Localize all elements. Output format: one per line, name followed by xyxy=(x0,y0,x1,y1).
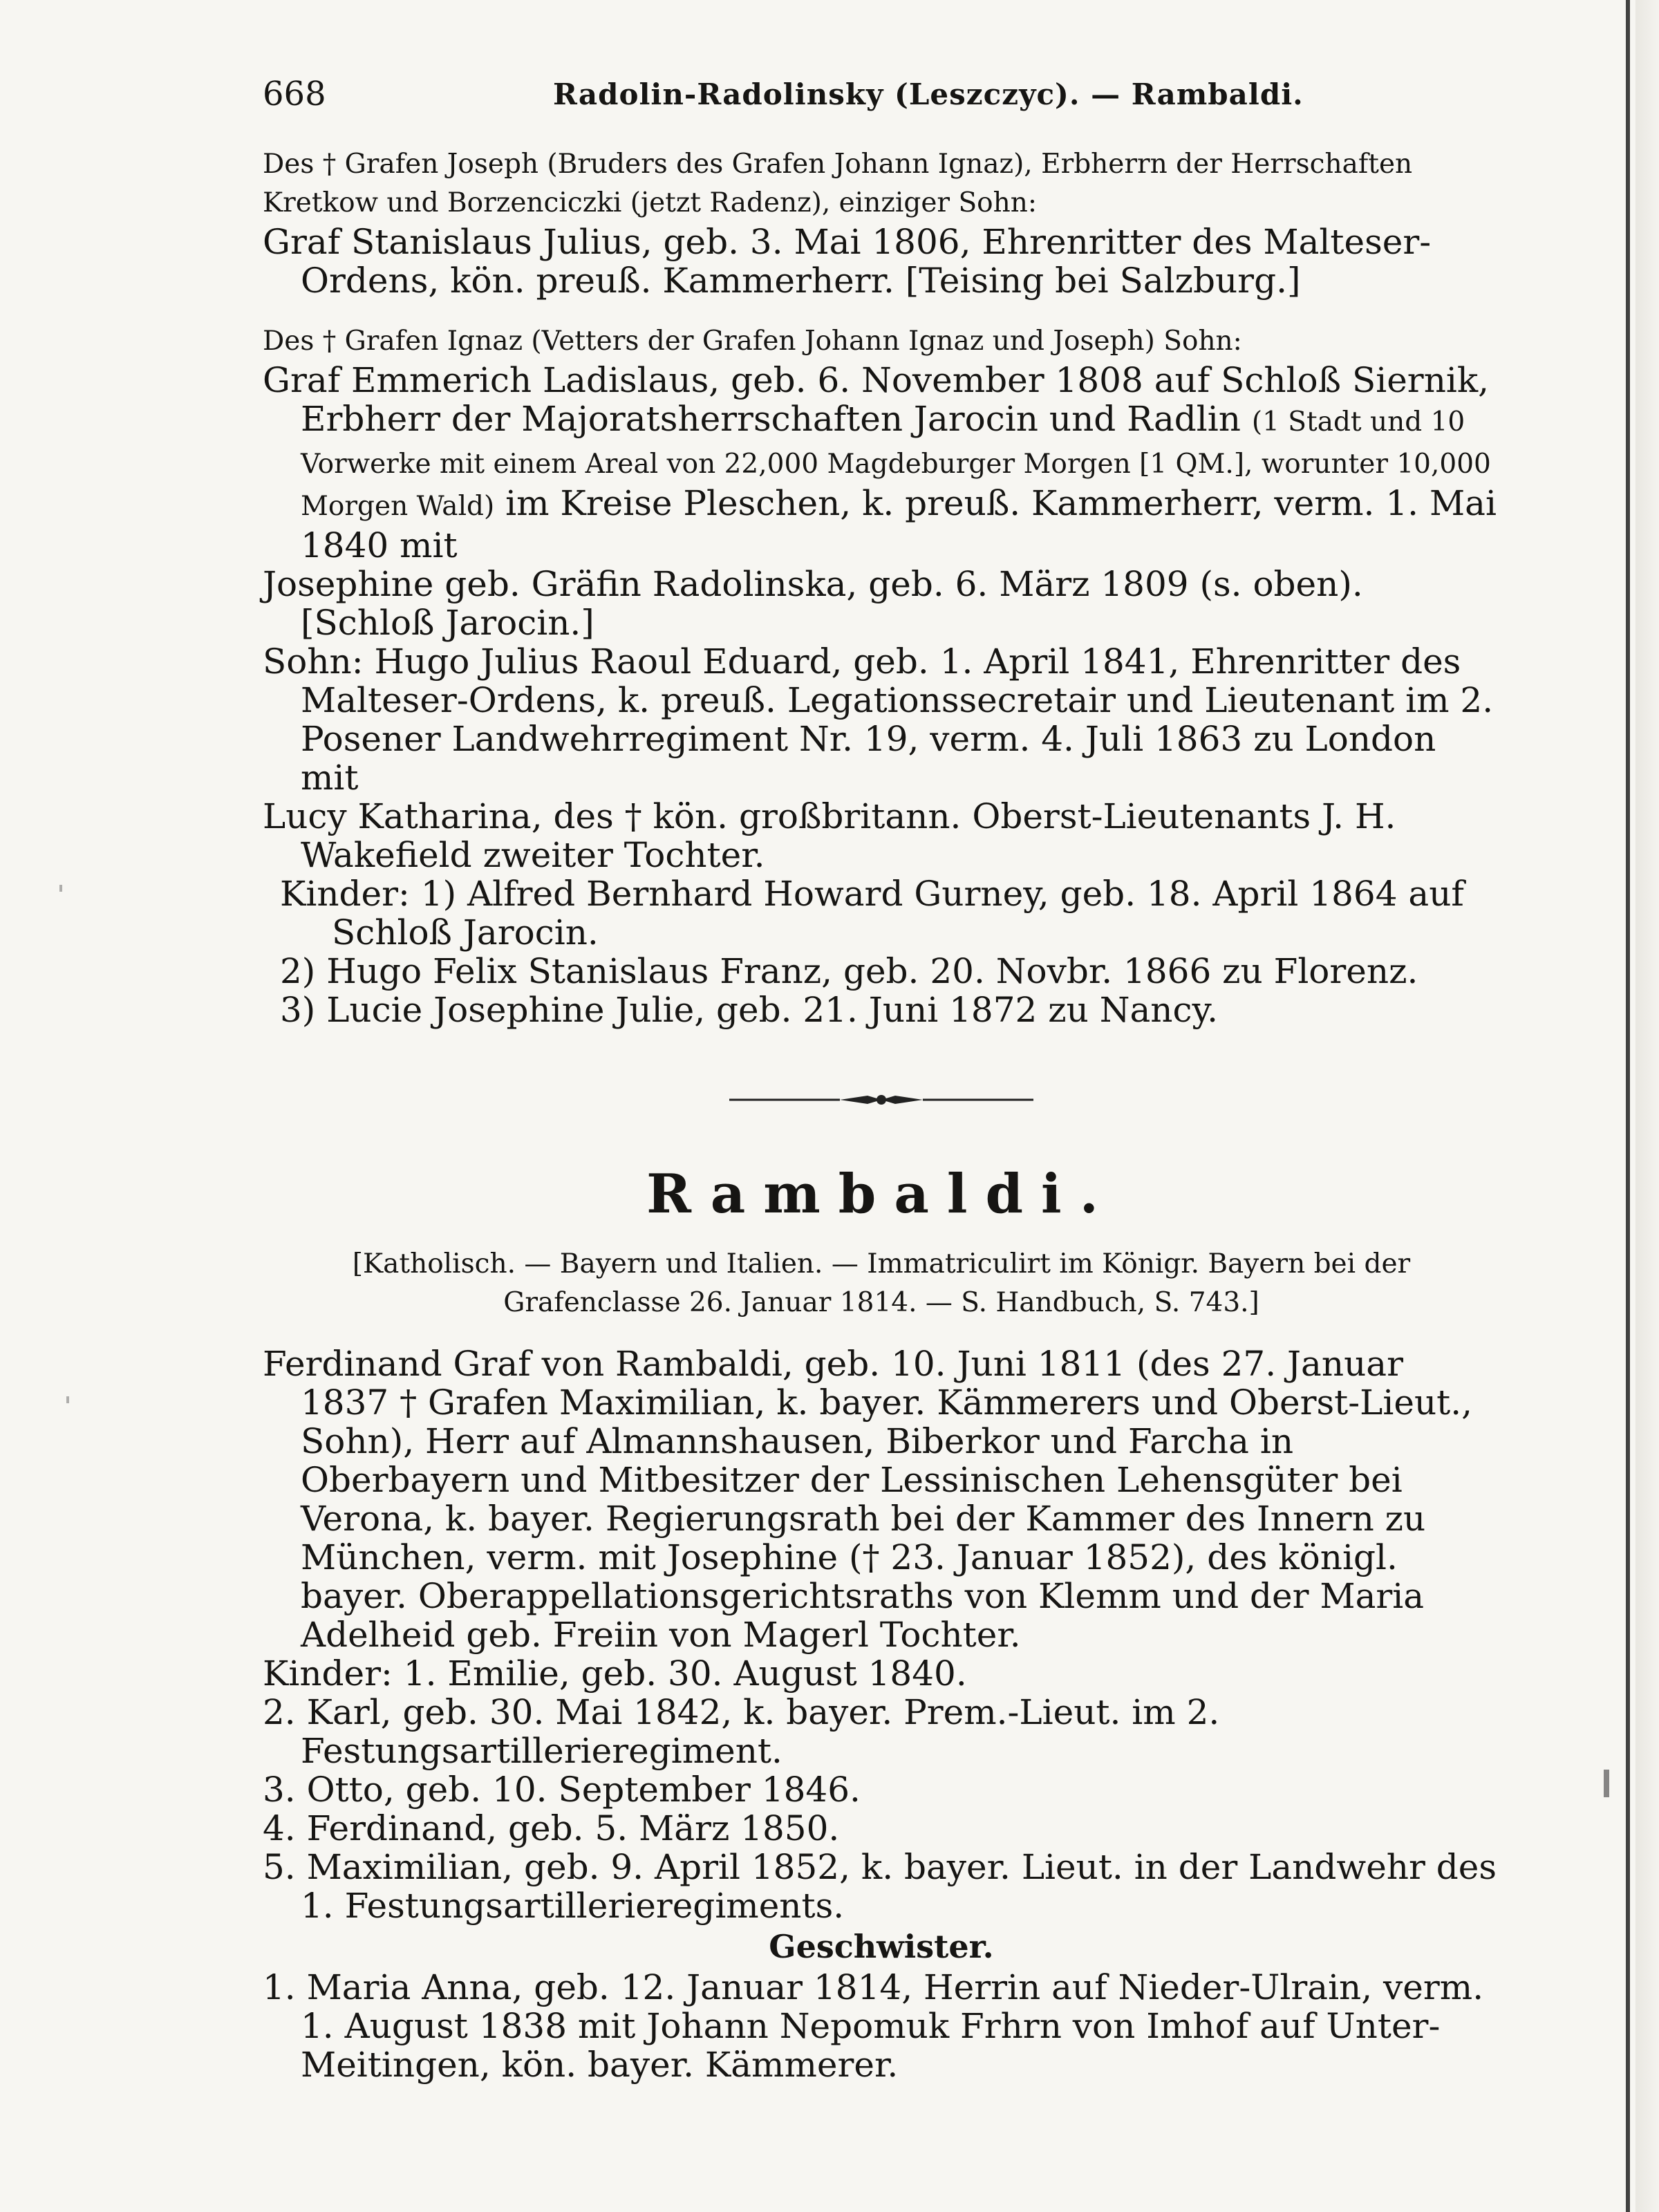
rambaldi-child: 4. Ferdinand, geb. 5. März 1850. xyxy=(263,1808,840,1848)
spacer xyxy=(263,300,1500,322)
radolin-p1-intro: Des † Grafen Joseph (Bruders des Grafen Johann Ignaz), Erbherrn der Herrschaften Kretkow und Borzenciczki (jetzt Radenz), einziger Sohn: xyxy=(263,149,1413,218)
binding-shadow xyxy=(1635,0,1659,2212)
radolin-p2-intro: Des † Grafen Ignaz (Vetters der Grafen Johann Ignaz und Joseph) Sohn: xyxy=(263,326,1242,357)
radolin-child-2: 2) Hugo Felix Stanislaus Franz, geb. 20. Novbr. 1866 zu Florenz. xyxy=(280,951,1418,991)
radolin-p2-son: Sohn: Hugo Julius Raoul Eduard, geb. 1. April 1841, Ehrenritter des Malteser-Ordens, k. preuß. Legationssecretair und Lieutenant im 2. Posener Landwehrregiment Nr. 19, verm. 4. Juli 1863 zu London mit xyxy=(263,641,1494,798)
rambaldi-head-entry: Ferdinand Graf von Rambaldi, geb. 10. Juni 1811 (des 27. Januar 1837 † Grafen Maximilian, k. bayer. Kämmerers und Oberst-Lieut., Sohn), Herr auf Almannshausen, Biberkor und Farcha in Oberbayern und Mitbesitzer der Lessinischen Lehensgüter bei Verona, k. bayer. Regierungsrath bei der Kammer des Innern zu München, verm. mit Josephine († 23. Januar 1852), des königl. bayer. Oberappellationsgerichtsraths von Klemm und der Maria Adelheid geb. Freiin von Magerl Tochter. xyxy=(263,1344,1473,1655)
radolin-p2-son-wife: Lucy Katharina, des † kön. großbritann. Oberst-Lieutenants J. H. Wakefield zweiter Tochter. xyxy=(263,796,1396,875)
page-body xyxy=(263,145,1500,2084)
rambaldi-child: 5. Maximilian, geb. 9. April 1852, k. bayer. Lieut. in der Landwehr des 1. Festungsartillerieregiments. xyxy=(263,1847,1497,1926)
spacer xyxy=(263,1029,1500,1091)
margin-speck xyxy=(1604,1770,1609,1797)
spacer xyxy=(263,1322,1500,1344)
rambaldi-note: [Katholisch. — Bayern und Italien. — Immatriculirt im Königr. Bayern bei der Grafenclasse 26. Januar 1814. — S. Handbuch, S. 743.] xyxy=(352,1248,1411,1318)
binding-edge xyxy=(1626,0,1630,2212)
radolin-p2-wife: Josephine geb. Gräfin Radolinska, geb. 6. März 1809 (s. oben). [Schloß Jarocin.] xyxy=(263,564,1363,643)
radolin-child-3: 3) Lucie Josephine Julie, geb. 21. Juni 1872 zu Nancy. xyxy=(280,990,1218,1030)
radolin-p2-entry-c: im Kreise Pleschen, k. preuß. Kammerherr, verm. 1. Mai 1840 mit xyxy=(301,483,1497,565)
margin-speck xyxy=(59,885,62,892)
radolin-p2-entry-b: (1 Stadt und 10 Vorwerke mit einem Areal von 22,000 Magdeburger Morgen [1 QM.], worunter 10,000 Morgen Wald) xyxy=(301,406,1491,522)
rambaldi-child: 2. Karl, geb. 30. Mai 1842, k. bayer. Prem.-Lieut. im 2. Festungsartillerieregiment. xyxy=(263,1692,1220,1771)
page-number: 668 xyxy=(263,75,326,113)
radolin-p2-entry xyxy=(263,361,1500,565)
margin-speck xyxy=(66,1396,69,1403)
radolin-p2-entry-a: Graf Emmerich Ladislaus, geb. 6. November 1808 auf Schloß Siernik, Erbherr der Majoratsherrschaften Jarocin und Radlin xyxy=(263,360,1490,439)
page-header xyxy=(263,75,1507,116)
radolin-p1-entry: Graf Stanislaus Julius, geb. 3. Mai 1806, Ehrenritter des Malteser-Ordens, kön. preuß. Kammerherr. [Teising bei Salzburg.] xyxy=(263,222,1432,301)
section-title: Rambaldi. xyxy=(646,1163,1116,1226)
section-divider-ornament xyxy=(729,1091,1033,1108)
rambaldi-sibling: 1. Maria Anna, geb. 12. Januar 1814, Herrin auf Nieder-Ulrain, verm. 1. August 1838 mit Johann Nepomuk Frhrn von Imhof auf Unter-Meitingen, kön. bayer. Kämmerer. xyxy=(263,1967,1484,2085)
rambaldi-child: Kinder: 1. Emilie, geb. 30. August 1840. xyxy=(263,1653,967,1694)
radolin-child-1: Kinder: 1) Alfred Bernhard Howard Gurney, geb. 18. April 1864 auf Schloß Jarocin. xyxy=(280,874,1464,953)
running-head: Radolin-Radolinsky (Leszczyc). — Rambaldi. xyxy=(553,77,1304,111)
siblings-heading: Geschwister. xyxy=(769,1928,994,1965)
rambaldi-child: 3. Otto, geb. 10. September 1846. xyxy=(263,1770,861,1810)
